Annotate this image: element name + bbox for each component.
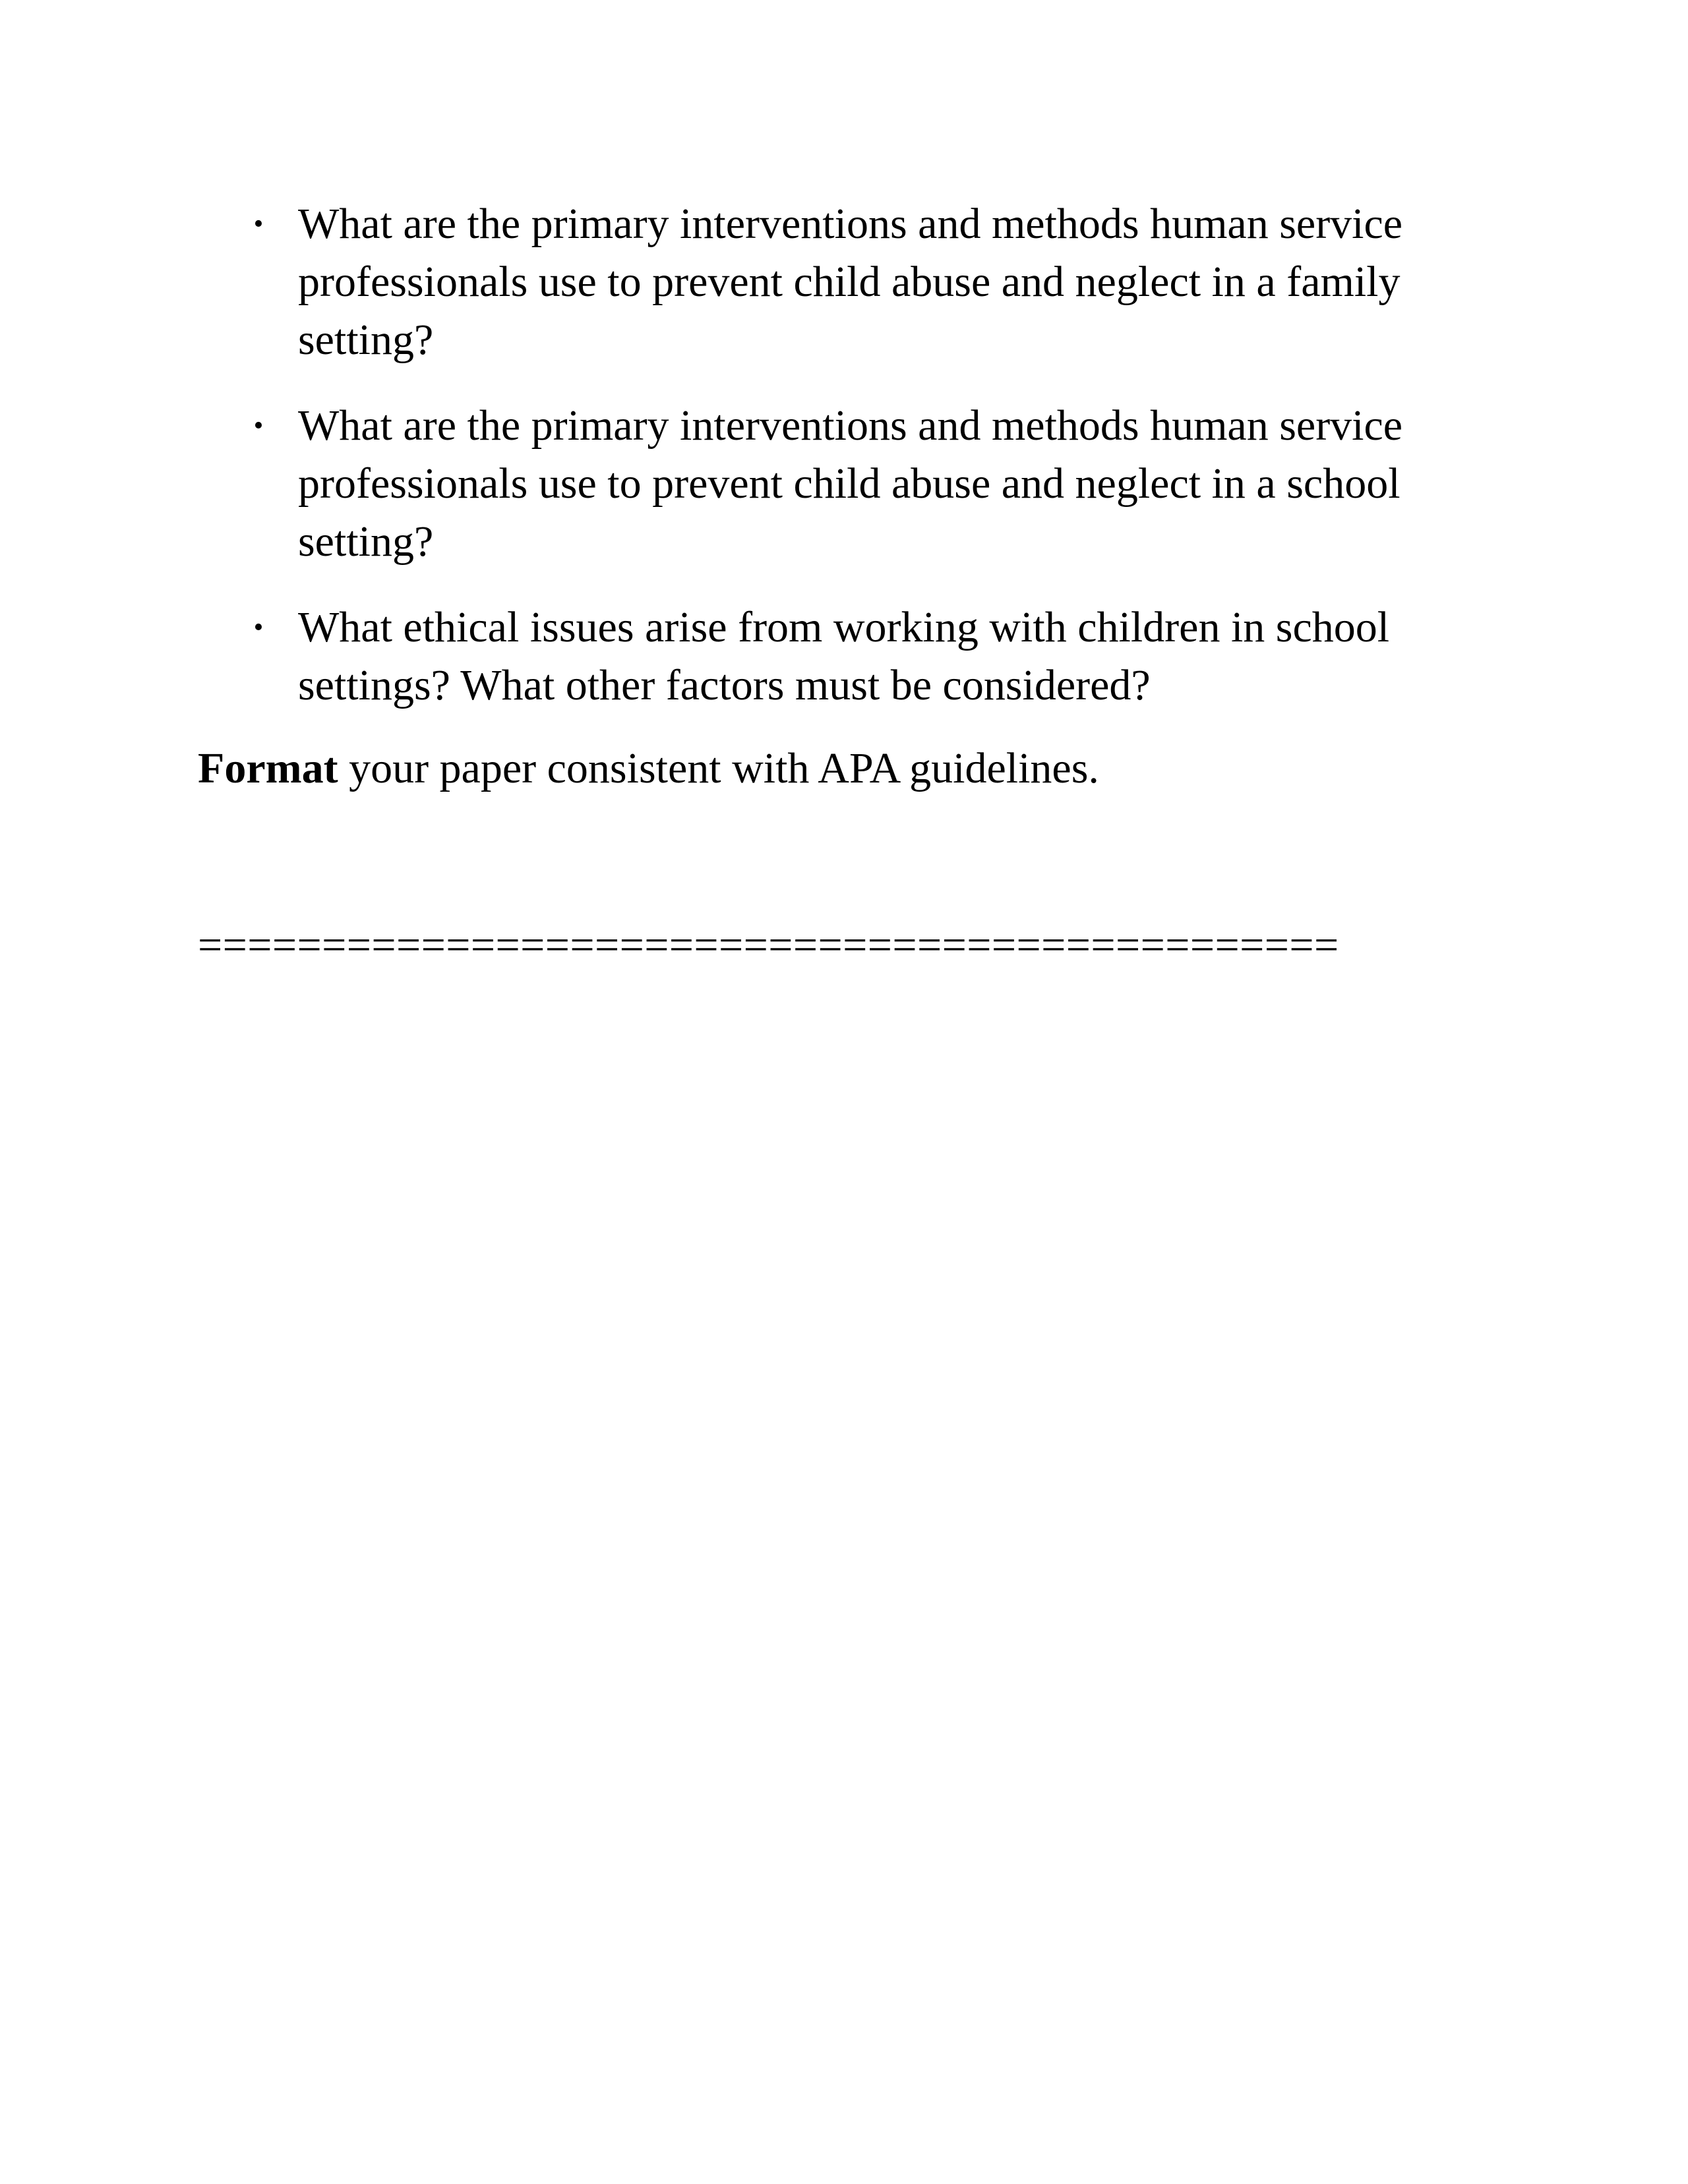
- format-instruction: [198, 740, 1437, 798]
- list-item-text: What are the primary interventions and methods human service professionals use to prevent child abuse and neglect in a school setting?: [298, 401, 1403, 566]
- list-item: [198, 397, 1437, 571]
- format-text: your paper consistent with APA guidelines.: [338, 744, 1099, 792]
- format-label: Format: [198, 744, 338, 792]
- bullet-marker: •: [253, 411, 264, 441]
- list-item-text: What ethical issues arise from working with children in school settings? What other factors must be considered?: [298, 603, 1390, 709]
- list-item: [198, 195, 1437, 369]
- separator-line: ==============================================: [198, 921, 1339, 969]
- list-item-text: What are the primary interventions and methods human service professionals use to prevent child abuse and neglect in a family setting?: [298, 200, 1403, 364]
- bullet-marker: •: [253, 209, 264, 239]
- list-item: [198, 599, 1437, 715]
- bullet-marker: •: [253, 612, 264, 643]
- question-list: [198, 195, 1437, 742]
